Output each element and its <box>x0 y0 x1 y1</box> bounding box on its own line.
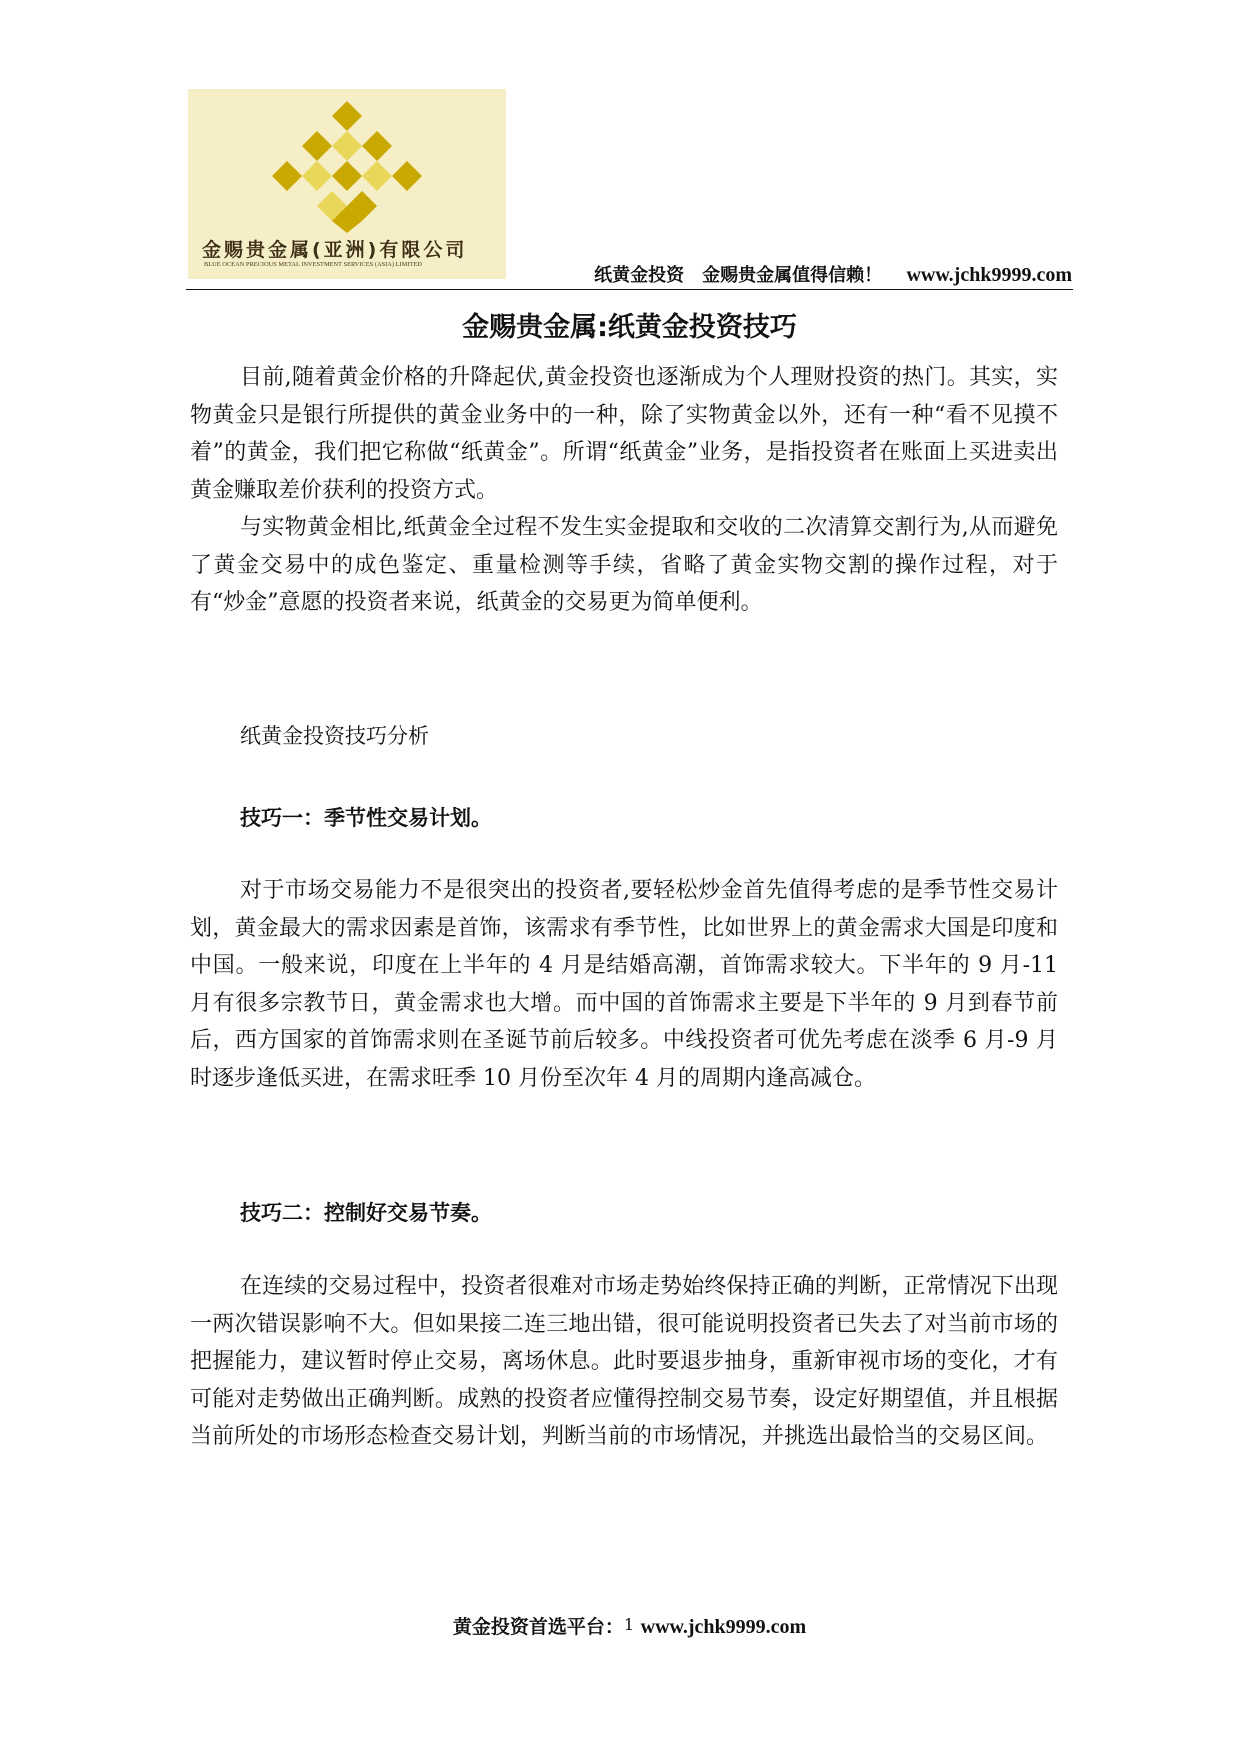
logo-company-name: 金赐贵金属(亚洲)有限公司 <box>202 239 468 261</box>
header-slogan: 金赐贵金属值得信赖！ <box>702 265 883 286</box>
tip2-heading: 技巧二：控制好交易节奏。 <box>240 1201 492 1225</box>
tip2-paragraph: 在连续的交易过程中，投资者很难对市场走势始终保持正确的判断，正常情况下出现一两次错误影响不大。但如果接二连三地出错，很可能说明投资者已失去了对当前市场的把握能力，建议暂时停止交易，离场休息。此时要退步抽身，重新审视市场的变化，才有可能对走势做出正确判断。成熟的投资者应懂得控制交易节奏，设定好期望值，并且根据当前所处的市场形态检查交易计划，判断当前的市场情况，并挑选出最恰当的交易区间。 <box>190 1274 1058 1449</box>
page-number: 1 <box>623 1615 635 1634</box>
tip1-heading: 技巧一：季节性交易计划。 <box>240 806 492 830</box>
page-footer <box>186 1612 1073 1639</box>
footer-label: 黄金投资首选平台： <box>452 1616 624 1638</box>
intro-paragraph: 目前,随着黄金价格的升降起伏,黄金投资也逐渐成为个人理财投资的热门。其实，实物黄金只是银行所提供的黄金业务中的一种，除了实物黄金以外，还有一种“看不见摸不着”的黄金，我们把它称做“纸黄金”。所谓“纸黄金”业务，是指投资者在账面上买进卖出黄金赚取差价获利的投资方式。 <box>190 365 1058 503</box>
comparison-paragraph: 与实物黄金相比,纸黄金全过程不发生实金提取和交收的二次清算交割行为,从而避免了黄金交易中的成色鉴定、重量检测等手续，省略了黄金实物交割的操作过程，对于有“炒金”意愿的投资者来说，纸黄金的交易更为简单便利。 <box>190 515 1058 615</box>
diamond-logo-icon <box>272 95 422 235</box>
page-header <box>540 261 1072 287</box>
header-divider <box>186 289 1073 290</box>
logo-company-name-en: BLUE OCEAN PRECIOUS METAL INVESTMENT SERVICES (ASIA) LIMITED <box>204 261 422 268</box>
header-tagline: 纸黄金投资 <box>594 265 685 286</box>
header-url-link[interactable]: www.jchk9999.com <box>906 264 1072 286</box>
tip1-paragraph: 对于市场交易能力不是很突出的投资者,要轻松炒金首先值得考虑的是季节性交易计划，黄金最大的需求因素是首饰，该需求有季节性，比如世界上的黄金需求大国是印度和中国。一般来说，印度在上半年的 4 月是结婚高潮，首饰需求较大。下半年的 9 月-11 月有很多宗教节日，黄金需求也大增。而中国的首饰需求主要是下半年的 9 月到春节前后，西方国家的首饰需求则在圣诞节前后较多。中线投资者可优先考虑在淡季 6 月-9 月时逐步逢低买进，在需求旺季 10 月份至次年 4 月的周期内逢高减仓。 <box>190 878 1058 1091</box>
footer-url-link[interactable]: www.jchk9999.com <box>640 1616 807 1638</box>
page-title: 金赐贵金属:纸黄金投资技巧 <box>462 312 797 343</box>
company-logo <box>188 89 506 279</box>
section-heading: 纸黄金投资技巧分析 <box>240 724 429 748</box>
